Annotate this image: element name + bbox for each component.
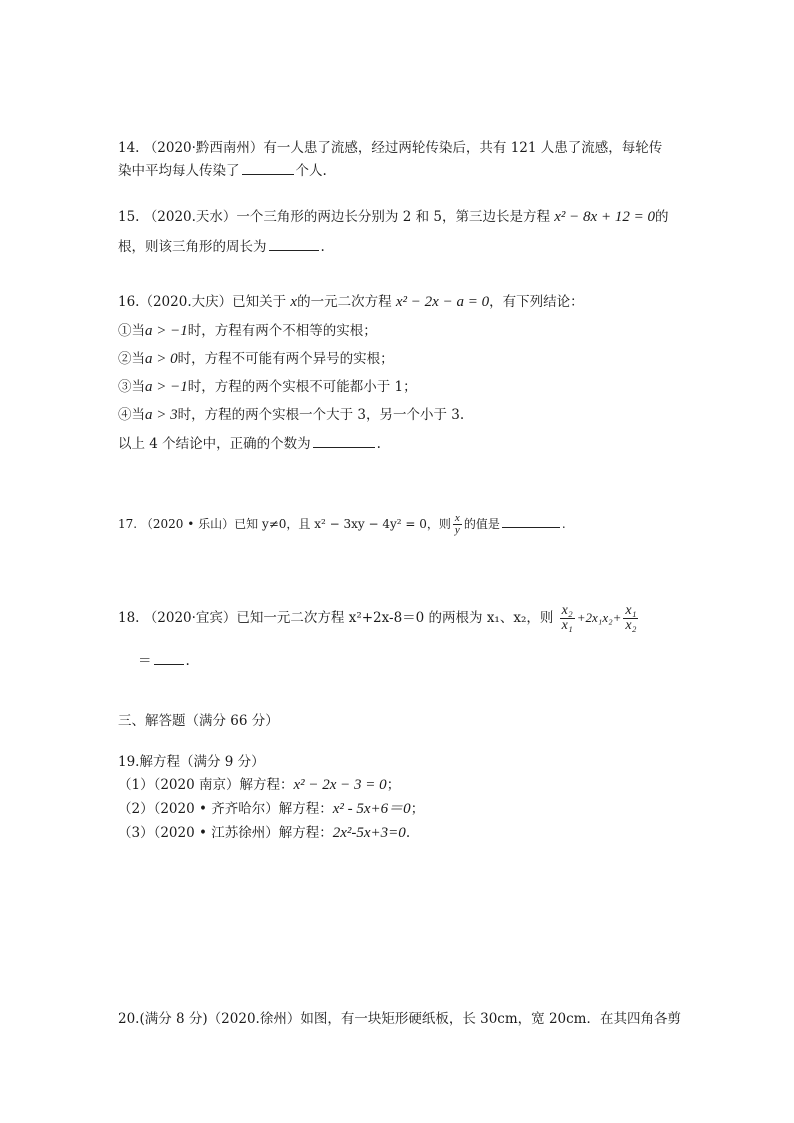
q14-line1	[118, 138, 662, 158]
q19-part-1	[118, 775, 400, 795]
q19-part-equation: x² − 2x − 3 = 0	[293, 777, 387, 793]
q20-line1: 20.(满分 8 分)（2020.徐州）如图，有一块矩形硬纸板，长 30cm，宽 20cm．在其四角各剪	[118, 1011, 681, 1027]
q16-item-3	[118, 377, 417, 397]
q16-item-mark: ④当	[118, 407, 145, 423]
q15-line1	[118, 207, 668, 227]
q16-last-pre: 以上 4 个结论中，正确的个数为	[118, 436, 311, 452]
q18-frac2-num: x₁	[625, 603, 637, 618]
q18-frac1-den: x₁	[561, 618, 573, 633]
q16-text-post: ，有下列结论：	[489, 294, 584, 310]
q15-text2-post: .	[320, 239, 325, 255]
q16-item-text: 时，方程有两个不相等的实根；	[187, 323, 377, 339]
q19-part-post: ；	[386, 777, 401, 793]
q16-item-text: 时，方程不可能有两个异号的实根；	[177, 351, 394, 367]
q18-fraction-1	[560, 604, 575, 633]
q18-answer-blank[interactable]	[154, 650, 184, 665]
q16-last	[118, 433, 381, 454]
q16-answer-blank[interactable]	[313, 433, 375, 448]
q15-line2	[118, 236, 325, 257]
q19-part-equation: 2x²-5x+3=0	[332, 825, 406, 841]
q17-text-end: .	[561, 517, 566, 531]
q14-text: 14. （2020·黔西南州）有一人患了流感，经过两轮传染后，共有 121 人患了流感，每轮传	[118, 140, 663, 156]
q18-line2	[138, 650, 190, 671]
q19-part-3	[118, 823, 410, 843]
q18-text2-pre: ＝	[138, 653, 152, 669]
q16-item-4	[118, 405, 464, 425]
q17-fraction	[453, 513, 462, 536]
q17-answer-blank[interactable]	[502, 513, 560, 528]
q16-item-text: 时，方程的两个实根一个大于 3，另一个小于 3.	[177, 407, 465, 423]
q17-line	[118, 512, 566, 536]
q18-text2-post: .	[185, 653, 190, 669]
q17-frac-num: x	[454, 512, 460, 524]
q16-equation: x² − 2x − a = 0	[395, 294, 490, 310]
q19-part-2	[118, 799, 424, 819]
q16-item-condition: a > −1	[145, 379, 188, 395]
q19-part-equation: x² - 5x+6＝0	[332, 801, 411, 817]
q18-text-mid: +2x₁x₂+	[576, 610, 622, 625]
q16-item-condition: a > −1	[145, 323, 188, 339]
q15-equation: x² − 8x + 12 = 0	[554, 209, 655, 225]
section-heading: 三、解答题（满分 66 分）	[118, 713, 279, 729]
q18-fraction-2	[623, 604, 638, 633]
q14-line2	[118, 160, 327, 181]
q17-text-pre: 17. （2020 • 乐山）已知 y≠0，且 x² − 3xy − 4y² = 0，则	[118, 517, 451, 531]
q18-line1	[118, 603, 640, 633]
q16-item-1	[118, 321, 377, 341]
q15-text-pre: 15. （2020.天水）一个三角形的两边长分别为 2 和 5，第三边长是方程	[118, 209, 550, 225]
q14-text-post: 个人.	[295, 163, 327, 179]
q16-item-mark: ②当	[118, 351, 145, 367]
q18-frac1-num: x₂	[561, 603, 573, 618]
q15-text-post: 的	[654, 209, 669, 225]
q19-title: 19.解方程（满分 9 分）	[118, 754, 265, 770]
q19-part-pre: （3）（2020 • 江苏徐州）解方程：	[118, 825, 333, 841]
q16-text-mid: 的一元二次方程	[297, 294, 392, 310]
q16-item-condition: a > 0	[145, 351, 178, 367]
q16-line1	[118, 292, 584, 312]
q15-text2-pre: 根，则该三角形的周长为	[118, 239, 267, 255]
q14-answer-blank[interactable]	[242, 160, 294, 175]
q15-answer-blank[interactable]	[269, 236, 319, 251]
q18-frac2-den: x₂	[625, 618, 637, 633]
q17-frac-den: y	[454, 524, 460, 536]
q16-item-mark: ③当	[118, 379, 145, 395]
q17-text-post: 的值是	[463, 517, 500, 531]
q16-text-pre: 16.（2020.大庆）已知关于	[118, 294, 287, 310]
q19-part-post: .	[405, 825, 411, 841]
q18-text-pre: 18. （2020·宜宾）已知一元二次方程 x²+2x-8＝0 的两根为 x₁、x₂，则	[118, 610, 554, 626]
q16-item-2	[118, 349, 394, 369]
q16-item-condition: a > 3	[145, 407, 178, 423]
q16-variable: x	[290, 294, 298, 310]
q19-part-post: ；	[410, 801, 425, 817]
q19-part-pre: （1）（2020 南京）解方程：	[118, 777, 294, 793]
q16-item-mark: ①当	[118, 323, 145, 339]
q19-part-pre: （2）（2020 • 齐齐哈尔）解方程：	[118, 801, 333, 817]
q16-last-post: .	[376, 436, 381, 452]
q14-text-pre: 染中平均每人传染了	[118, 163, 240, 179]
q16-item-text: 时，方程的两个实根不可能都小于 1；	[187, 379, 417, 395]
